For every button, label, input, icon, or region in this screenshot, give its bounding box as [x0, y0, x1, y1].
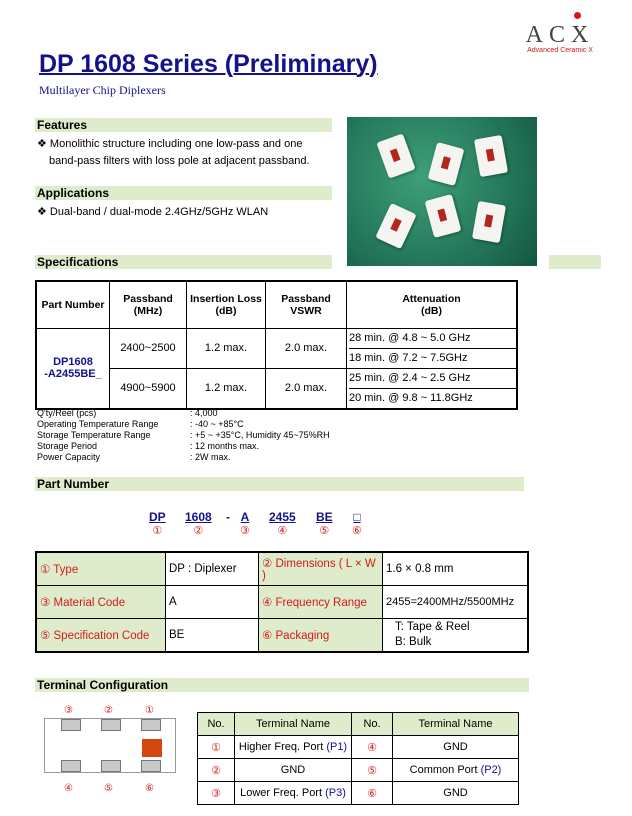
spec-header: Passband (MHz)	[110, 281, 187, 328]
feature-text: band-pass filters with loss pole at adjacent passband.	[49, 155, 310, 167]
pin-label: ③	[64, 705, 73, 716]
terminal-name	[393, 759, 519, 782]
extra-value: : 4,000	[190, 408, 218, 418]
passband-cell: 4900~5900	[110, 368, 187, 409]
extra-label: Storage Temperature Range	[37, 430, 151, 440]
pin-label: ②	[104, 705, 113, 716]
code-segment	[352, 510, 362, 537]
terminal-no: ③	[198, 782, 235, 805]
terminal-pad	[61, 719, 81, 731]
terminal-name-text: GND	[443, 787, 468, 799]
terminal-name-text: GND	[443, 741, 468, 753]
extra-label: Storage Period	[37, 441, 98, 451]
terminal-heading: Terminal Configuration	[37, 678, 169, 692]
terminal-name	[393, 736, 519, 759]
table-row	[36, 328, 517, 368]
insertion-loss-cell: 1.2 max.	[187, 328, 266, 368]
extra-value: : 2W max.	[190, 452, 231, 462]
part-value: DP : Diplexer	[166, 552, 259, 586]
extra-labels	[37, 408, 158, 463]
extra-label: Operating Temperature Range	[37, 419, 159, 429]
chip-image	[375, 203, 416, 249]
applications-bar	[35, 186, 332, 200]
code-text: 2455	[269, 510, 296, 524]
attenuation-cell	[347, 368, 518, 409]
terminal-name-text: Higher Freq. Port	[238, 741, 327, 753]
code-text: A	[240, 510, 250, 524]
terminal-no: ②	[198, 759, 235, 782]
code-segment	[269, 510, 296, 537]
part-label: ① Type	[36, 552, 166, 586]
code-text: BE	[316, 510, 333, 524]
chip-image	[474, 135, 508, 177]
extra-label: Q'ty/Reel (pcs)	[37, 408, 97, 418]
terminal-port-tag: (P2)	[480, 764, 502, 776]
terminal-no: ⑥	[352, 782, 393, 805]
feature-text: Monolithic structure including one low-pass and one	[49, 138, 303, 150]
terminal-name-text: Common Port	[409, 764, 481, 776]
terminal-pad	[141, 719, 161, 731]
terminal-header: Terminal Name	[393, 713, 519, 736]
table-row	[198, 759, 519, 782]
terminal-header: No.	[198, 713, 235, 736]
extra-value: : 12 months max.	[190, 441, 260, 451]
terminal-pad	[141, 760, 161, 772]
pin-label: ④	[64, 783, 73, 794]
code-segment	[240, 510, 250, 537]
terminal-no: ①	[198, 736, 235, 759]
code-number: ③	[240, 525, 250, 537]
logo-letters: ACX	[525, 22, 595, 48]
insertion-loss-cell: 1.2 max.	[187, 368, 266, 409]
table-row	[36, 281, 517, 328]
extra-value: : -40 ~ +85°C	[190, 419, 244, 429]
spec-table	[35, 280, 518, 410]
part-label: ③ Material Code	[36, 586, 166, 619]
logo	[512, 22, 608, 54]
part-label: ④ Frequency Range	[259, 586, 383, 619]
specifications-heading: Specifications	[37, 255, 119, 269]
page-title: DP 1608 Series (Preliminary)	[39, 50, 378, 78]
terminal-no: ④	[352, 736, 393, 759]
code-number: ①	[152, 525, 163, 537]
part-value: T: Tape & Reel B: Bulk	[383, 619, 529, 653]
code-number: ⑤	[319, 525, 330, 537]
extra-label: Power Capacity	[37, 452, 101, 462]
terminal-diagram	[44, 718, 176, 773]
code-segment	[226, 510, 230, 524]
part-value: A	[166, 586, 259, 619]
attenuation-line: 25 min. @ 2.4 ~ 2.5 GHz	[349, 371, 471, 384]
part-label: ② Dimensions ( L × W )	[259, 552, 383, 586]
code-segment	[185, 510, 212, 537]
pin-one-marker	[142, 739, 162, 757]
features-list	[37, 136, 337, 170]
list-item	[37, 153, 337, 170]
specifications-bar	[35, 255, 332, 269]
applications-list	[37, 204, 337, 221]
part-number-table	[35, 551, 529, 653]
attenuation-line: 28 min. @ 4.8 ~ 5.0 GHz	[349, 331, 471, 344]
extra-values	[190, 408, 330, 463]
table-row	[36, 586, 528, 619]
terminal-port-tag: (P3)	[325, 787, 346, 799]
code-number: ④	[277, 525, 288, 537]
attenuation-line: 20 min. @ 9.8 ~ 11.8GHz	[349, 388, 516, 408]
pin-label: ①	[145, 705, 154, 716]
code-segment	[316, 510, 333, 537]
vswr-cell: 2.0 max.	[266, 328, 347, 368]
terminal-table	[197, 712, 519, 805]
passband-cell: 2400~2500	[110, 328, 187, 368]
product-photo	[347, 117, 537, 266]
list-item: ❖ Dual-band / dual-mode 2.4GHz/5GHz WLAN	[37, 206, 269, 218]
features-bar	[35, 118, 332, 132]
pin-label: ⑥	[145, 783, 154, 794]
part-value: 1.6 × 0.8 mm	[383, 552, 529, 586]
attenuation-line: 18 min. @ 7.2 ~ 7.5GHz	[349, 348, 516, 368]
terminal-pad	[61, 760, 81, 772]
terminal-port-tag: (P1)	[326, 741, 348, 753]
chip-image	[425, 194, 462, 238]
page-subtitle: Multilayer Chip Diplexers	[39, 83, 166, 97]
part-number-heading: Part Number	[37, 477, 110, 491]
terminal-no: ⑤	[352, 759, 393, 782]
application-text: Dual-band / dual-mode 2.4GHz/5GHz WLAN	[49, 206, 269, 218]
table-row	[198, 736, 519, 759]
vswr-cell: 2.0 max.	[266, 368, 347, 409]
spec-header: Part Number	[36, 281, 110, 328]
terminal-pad	[101, 719, 121, 731]
code-number: ②	[193, 525, 204, 537]
part-value: 2455=2400MHz/5500MHz	[383, 586, 529, 619]
list-item: ❖ Monolithic structure including one low-pass and one	[37, 138, 303, 150]
code-text: -	[226, 510, 230, 524]
part-label: ⑤ Specification Code	[36, 619, 166, 653]
code-segment	[149, 510, 166, 537]
terminal-name-text: Lower Freq. Port	[240, 787, 326, 799]
logo-dot	[574, 12, 581, 19]
table-row	[36, 552, 528, 586]
table-row	[198, 782, 519, 805]
terminal-name-text: GND	[280, 764, 306, 776]
code-text: 1608	[185, 510, 212, 524]
applications-heading: Applications	[37, 186, 110, 200]
part-number-bar	[35, 477, 524, 491]
part-label: ⑥ Packaging	[259, 619, 383, 653]
terminal-name	[393, 782, 519, 805]
extra-value: : +5 ~ +35°C, Humidity 45~75%RH	[190, 430, 330, 440]
part-number-cell: DP1608 -A2455BE_	[36, 328, 110, 409]
features-heading: Features	[37, 118, 88, 132]
spec-header: Insertion Loss (dB)	[187, 281, 266, 328]
terminal-name	[235, 736, 352, 759]
specifications-bar-right	[549, 255, 601, 269]
terminal-header: No.	[352, 713, 393, 736]
table-row	[198, 713, 519, 736]
attenuation-cell	[347, 328, 518, 368]
pin-label: ⑤	[104, 783, 113, 794]
spec-header: Passband VSWR	[266, 281, 347, 328]
table-row	[36, 619, 528, 653]
chip-image	[376, 133, 415, 178]
chip-image	[428, 142, 465, 186]
terminal-pad	[101, 760, 121, 772]
code-text: DP	[149, 510, 166, 524]
terminal-header: Terminal Name	[235, 713, 352, 736]
terminal-bar	[35, 678, 529, 692]
spec-header: Attenuation (dB)	[347, 281, 518, 328]
terminal-name	[235, 759, 352, 782]
logo-tagline: Advanced Ceramic X	[527, 47, 593, 54]
code-number: ⑥	[352, 525, 362, 537]
terminal-name	[235, 782, 352, 805]
chip-image	[472, 201, 506, 243]
code-text: □	[353, 510, 361, 524]
part-value: BE	[166, 619, 259, 653]
